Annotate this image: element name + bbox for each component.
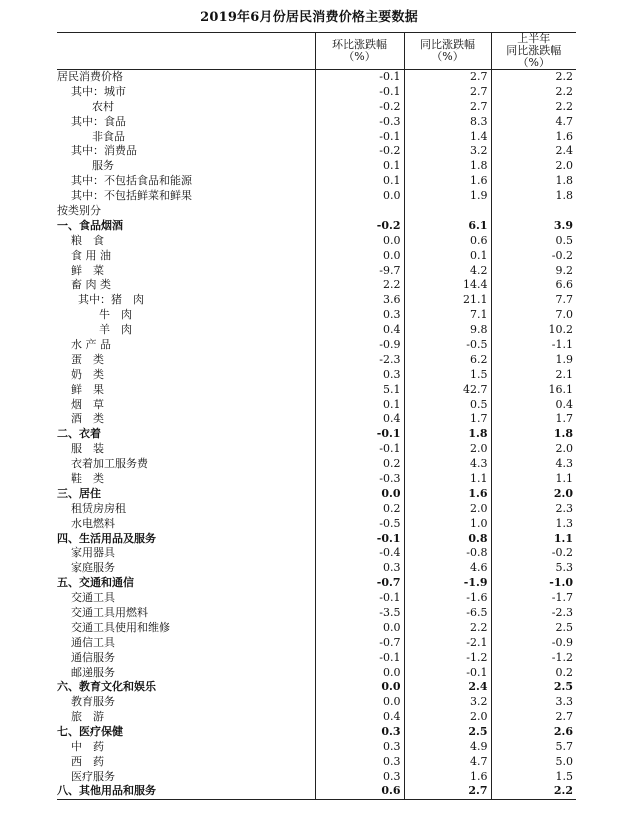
table-row [57,740,576,755]
table-row [57,129,576,144]
row-label: 其中：不包括食品和能源 [57,174,192,188]
table-row [57,382,576,397]
h1-value: 2.2 [491,70,576,85]
row-label: 水 产 品 [57,337,111,351]
table-row [57,338,576,353]
row-label: 其中：城市 [57,84,126,98]
yoy-value: -1.6 [404,591,491,606]
yoy-value: 7.1 [404,308,491,323]
yoy-value: 2.7 [404,84,491,99]
yoy-value: 2.7 [404,99,491,114]
table-row [57,650,576,665]
mom-value: -0.5 [315,516,404,531]
h1-value: 2.2 [491,784,576,799]
h1-value: 9.2 [491,263,576,278]
mom-value: -3.5 [315,606,404,621]
yoy-value: -0.1 [404,665,491,680]
header-h1 [491,33,576,70]
table-row [57,248,576,263]
row-label: 教育服务 [57,695,115,709]
mom-value: 0.2 [315,501,404,516]
h1-value: 1.7 [491,412,576,427]
h1-value: 2.0 [491,486,576,501]
mom-value: 0.4 [315,710,404,725]
h1-value: 4.7 [491,114,576,129]
h1-value: -1.0 [491,576,576,591]
yoy-value: 2.7 [404,70,491,85]
category-row [57,486,576,501]
mom-value: 2.2 [315,278,404,293]
h1-value: -1.1 [491,338,576,353]
mom-value: -0.2 [315,144,404,159]
row-label: 西 药 [57,754,104,768]
row-label: 家用器具 [57,546,115,560]
row-label: 通信工具 [57,635,115,649]
mom-value: -0.9 [315,338,404,353]
h1-value: 1.1 [491,531,576,546]
mom-value: 0.0 [315,680,404,695]
mom-value: -9.7 [315,263,404,278]
document-title: 2019年6月份居民消费价格主要数据 [200,10,418,25]
header-mom-unit: （%） [343,50,376,63]
h1-value: -0.9 [491,635,576,650]
header-item [57,33,315,70]
yoy-value: 4.9 [404,740,491,755]
h1-value: 7.7 [491,293,576,308]
category-row [57,427,576,442]
mom-value: -0.4 [315,546,404,561]
table-row [57,233,576,248]
table-header-row [57,33,576,70]
mom-value: 0.1 [315,397,404,412]
h1-value: 2.2 [491,99,576,114]
h1-value: 5.7 [491,740,576,755]
yoy-value: 0.8 [404,531,491,546]
row-label: 五、交通和通信 [57,576,134,590]
h1-value: 7.0 [491,308,576,323]
yoy-value: 4.6 [404,561,491,576]
table-row [57,635,576,650]
yoy-value: 3.2 [404,144,491,159]
h1-value: 1.9 [491,352,576,367]
row-label: 旅 游 [57,710,104,724]
mom-value: 0.0 [315,248,404,263]
table-row [57,189,576,204]
row-label: 食 用 油 [57,248,111,262]
mom-value: 0.6 [315,784,404,799]
row-label: 租赁房房租 [57,501,126,515]
table-row [57,606,576,621]
yoy-value: 14.4 [404,278,491,293]
yoy-value: 2.4 [404,680,491,695]
h1-value: 5.3 [491,561,576,576]
yoy-value [404,204,491,219]
h1-value: -1.7 [491,591,576,606]
yoy-value: 1.0 [404,516,491,531]
table-row [57,352,576,367]
h1-value: 3.9 [491,218,576,233]
mom-value: -2.3 [315,352,404,367]
yoy-value: 1.8 [404,159,491,174]
table-row [57,546,576,561]
row-label: 七、医疗保健 [57,725,123,739]
mom-value: -0.7 [315,635,404,650]
category-row [57,218,576,233]
h1-value: 2.4 [491,144,576,159]
h1-value: 16.1 [491,382,576,397]
row-label: 农村 [57,99,114,113]
row-label: 畜 肉 类 [57,278,111,292]
row-label: 按类别分 [57,203,101,217]
yoy-value: 2.0 [404,710,491,725]
mom-value: 3.6 [315,293,404,308]
mom-value [315,204,404,219]
row-label: 水电燃料 [57,516,115,530]
mom-value: 0.0 [315,695,404,710]
category-row [57,680,576,695]
h1-value: 1.3 [491,516,576,531]
h1-value: 10.2 [491,323,576,338]
yoy-value: -2.1 [404,635,491,650]
yoy-value: -6.5 [404,606,491,621]
row-label: 三、居住 [57,486,101,500]
h1-value: 1.8 [491,427,576,442]
header-h1-label: 上半年 同比涨跌幅 [506,32,562,57]
mom-value: -0.1 [315,84,404,99]
h1-value: -1.2 [491,650,576,665]
mom-value: 0.3 [315,308,404,323]
yoy-value: 21.1 [404,293,491,308]
h1-value: 3.3 [491,695,576,710]
yoy-value: 2.7 [404,784,491,799]
table-row [57,99,576,114]
header-h1-unit: （%） [517,56,550,69]
yoy-value: 1.1 [404,472,491,487]
yoy-value: 4.2 [404,263,491,278]
mom-value: -0.3 [315,114,404,129]
h1-value: 1.6 [491,129,576,144]
yoy-value: -1.2 [404,650,491,665]
row-label: 其中：食品 [57,114,126,128]
h1-value: 1.8 [491,174,576,189]
mom-value: 5.1 [315,382,404,397]
table-row [57,665,576,680]
yoy-value: 9.8 [404,323,491,338]
yoy-value: 6.2 [404,352,491,367]
row-label: 粮 食 [57,233,104,247]
yoy-value: 1.4 [404,129,491,144]
table-row [57,84,576,99]
mom-value: 0.3 [315,754,404,769]
mom-value: 0.0 [315,665,404,680]
table-row [57,695,576,710]
row-label: 居民消费价格 [57,70,123,84]
mom-value: 0.3 [315,725,404,740]
h1-value: 0.2 [491,665,576,680]
mom-value: -0.1 [315,427,404,442]
mom-value: -0.1 [315,129,404,144]
row-label: 烟 草 [57,397,104,411]
mom-value: 0.4 [315,412,404,427]
yoy-value: 0.6 [404,233,491,248]
table-body [57,70,576,800]
mom-value: 0.0 [315,189,404,204]
table-row [57,397,576,412]
row-label: 羊 肉 [57,323,132,337]
mom-value: 0.4 [315,323,404,338]
table-row [57,114,576,129]
table-row [57,412,576,427]
h1-value: 2.0 [491,442,576,457]
h1-value: -2.3 [491,606,576,621]
row-label: 非食品 [57,129,125,143]
row-label: 交通工具使用和维修 [57,620,170,634]
yoy-value: -0.5 [404,338,491,353]
table-row [57,501,576,516]
mom-value: 0.3 [315,740,404,755]
category-row [57,725,576,740]
yoy-value: 0.5 [404,397,491,412]
row-label: 牛 肉 [57,308,132,322]
mom-value: -0.1 [315,442,404,457]
table-row [57,278,576,293]
header-yoy-label: 同比涨跌幅 [420,38,475,51]
table-row [57,263,576,278]
yoy-value: -0.8 [404,546,491,561]
yoy-value: 1.6 [404,486,491,501]
header-mom-label: 环比涨跌幅 [332,38,387,51]
table-row [57,516,576,531]
mom-value: -0.1 [315,650,404,665]
h1-value: 1.1 [491,472,576,487]
table-row [57,308,576,323]
row-label: 通信服务 [57,650,115,664]
table-row [57,367,576,382]
yoy-value: 42.7 [404,382,491,397]
yoy-value: 4.7 [404,754,491,769]
row-label: 中 药 [57,740,104,754]
yoy-value: 1.8 [404,427,491,442]
row-label: 服务 [57,159,114,173]
row-label: 其中：消费品 [57,144,137,158]
category-row [57,784,576,799]
mom-value: 0.3 [315,769,404,784]
h1-value: 0.5 [491,233,576,248]
row-label: 服 装 [57,442,104,456]
h1-value: 6.6 [491,278,576,293]
row-label: 六、教育文化和娱乐 [57,680,156,694]
yoy-value: 1.6 [404,769,491,784]
mom-value: 0.3 [315,561,404,576]
h1-value: 2.3 [491,501,576,516]
category-row [57,531,576,546]
mom-value: 0.0 [315,486,404,501]
table-row [57,710,576,725]
mom-value: 0.2 [315,457,404,472]
row-label: 家庭服务 [57,561,115,575]
row-label: 鲜 菜 [57,263,104,277]
h1-value: 2.5 [491,680,576,695]
row-label: 蛋 类 [57,352,104,366]
yoy-value: 2.2 [404,620,491,635]
header-yoy [404,33,491,70]
h1-value: 1.5 [491,769,576,784]
yoy-value: 4.3 [404,457,491,472]
row-label: 八、其他用品和服务 [57,784,315,799]
table-row [57,442,576,457]
yoy-value: 0.1 [404,248,491,263]
yoy-value: 2.0 [404,442,491,457]
mom-value: 0.0 [315,620,404,635]
table-row [57,472,576,487]
yoy-value: 3.2 [404,695,491,710]
table-row [57,561,576,576]
row-label: 交通工具 [57,591,115,605]
h1-value: 5.0 [491,754,576,769]
h1-value: 2.1 [491,367,576,382]
h1-value: 2.6 [491,725,576,740]
yoy-value: -1.9 [404,576,491,591]
h1-value: -0.2 [491,248,576,263]
yoy-value: 8.3 [404,114,491,129]
h1-value: 0.4 [491,397,576,412]
table-row [57,591,576,606]
row-label: 奶 类 [57,367,104,381]
h1-value: 2.7 [491,710,576,725]
row-label: 交通工具用燃料 [57,606,148,619]
yoy-value: 1.6 [404,174,491,189]
row-label: 邮递服务 [57,665,115,679]
row-label: 酒 类 [57,412,104,426]
table-row [57,159,576,174]
mom-value: -0.1 [315,70,404,85]
yoy-value: 2.5 [404,725,491,740]
row-label: 四、生活用品及服务 [57,531,156,545]
yoy-value: 2.0 [404,501,491,516]
mom-value: -0.2 [315,99,404,114]
yoy-value: 6.1 [404,218,491,233]
mom-value: 0.3 [315,367,404,382]
h1-value: -0.2 [491,546,576,561]
header-mom [315,33,404,70]
table-row [57,769,576,784]
mom-value: -0.1 [315,591,404,606]
table-row [57,70,576,85]
mom-value: -0.7 [315,576,404,591]
row-label: 一、食品烟酒 [57,218,123,232]
h1-value: 4.3 [491,457,576,472]
mom-value: 0.1 [315,159,404,174]
row-label: 医疗服务 [57,769,115,783]
row-label: 鞋 类 [57,471,104,485]
h1-value: 2.5 [491,620,576,635]
mom-value: 0.0 [315,233,404,248]
mom-value: -0.1 [315,531,404,546]
yoy-value: 1.7 [404,412,491,427]
category-row [57,576,576,591]
row-label: 衣着加工服务费 [57,457,148,471]
yoy-value: 1.5 [404,367,491,382]
row-label: 鲜 果 [57,382,104,396]
table-row [57,457,576,472]
mom-value: -0.3 [315,472,404,487]
row-label: 其中：不包括鲜菜和鲜果 [57,189,192,203]
h1-value: 1.8 [491,189,576,204]
mom-value: -0.2 [315,218,404,233]
table-row [57,204,576,219]
table-row [57,754,576,769]
row-label: 其中：猪 肉 [57,293,144,307]
cpi-data-table [57,32,576,800]
yoy-value: 1.9 [404,189,491,204]
table-row [57,323,576,338]
h1-value: 2.2 [491,84,576,99]
header-yoy-unit: （%） [431,50,464,63]
h1-value [491,204,576,219]
table-row [57,293,576,308]
mom-value: 0.1 [315,174,404,189]
table-row [57,620,576,635]
table-row [57,144,576,159]
h1-value: 2.0 [491,159,576,174]
row-label: 二、衣着 [57,427,101,441]
table-row [57,174,576,189]
